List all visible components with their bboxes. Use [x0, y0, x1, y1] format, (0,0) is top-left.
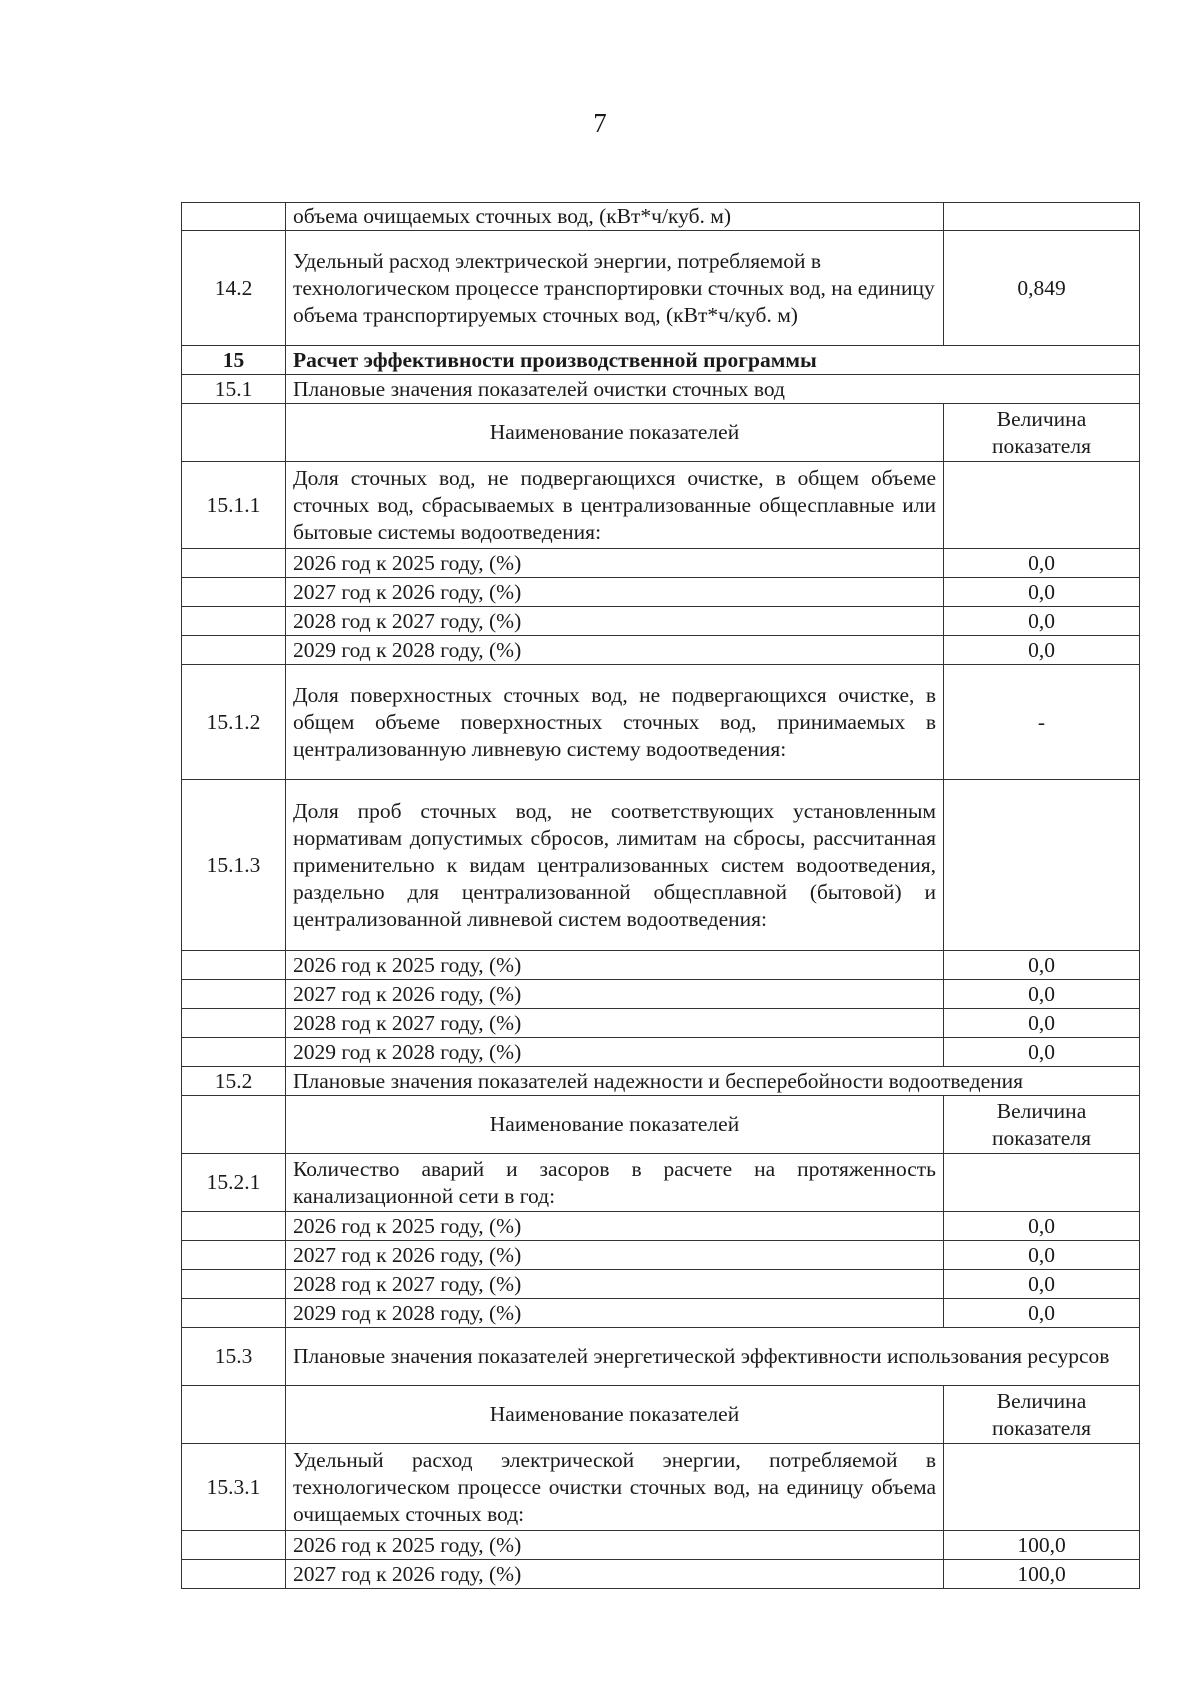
- row-value: 0,0: [944, 1299, 1140, 1328]
- subsection-title: Плановые значения показателей энергетической эффективности использования ресурсов: [286, 1328, 1140, 1386]
- row-value: 0,0: [944, 578, 1140, 607]
- table-row: [182, 607, 1140, 636]
- table-row: [182, 951, 1140, 980]
- column-header-value: Величина показателя: [944, 1386, 1140, 1444]
- row-value: 0,0: [944, 951, 1140, 980]
- row-value: 0,0: [944, 1270, 1140, 1299]
- row-name: Доля поверхностных сточных вод, не подвергающихся очистке, в общем объеме поверхностных сточных вод, принимаемых в централизованную ливневую систему водоотведения:: [286, 665, 944, 780]
- row-value: 0,0: [944, 607, 1140, 636]
- column-header-value: Величина показателя: [944, 1096, 1140, 1154]
- row-number: [182, 607, 286, 636]
- section-title: Расчет эффективности производственной программы: [286, 346, 1140, 375]
- column-header-row: [182, 1096, 1140, 1154]
- row-number: [182, 1560, 286, 1589]
- row-name: 2027 год к 2026 году, (%): [286, 1560, 944, 1589]
- row-number: [182, 1009, 286, 1038]
- row-value: -: [944, 665, 1140, 780]
- row-value: 0,0: [944, 549, 1140, 578]
- row-name: 2028 год к 2027 году, (%): [286, 1009, 944, 1038]
- row-number: 15.2.1: [182, 1154, 286, 1212]
- table-row: [182, 780, 1140, 951]
- row-value: 0,0: [944, 1241, 1140, 1270]
- table-row: [182, 1531, 1140, 1560]
- subsection-number: 15.3: [182, 1328, 286, 1386]
- row-name: Удельный расход электрической энергии, потребляемой в технологическом процессе очистки сточных вод, на единицу объема очищаемых сточных вод:: [286, 1444, 944, 1531]
- row-name: 2026 год к 2025 году, (%): [286, 1212, 944, 1241]
- subsection-title: Плановые значения показателей надежности и бесперебойности водоотведения: [286, 1067, 1140, 1096]
- row-value: 0,0: [944, 980, 1140, 1009]
- row-number: [182, 1299, 286, 1328]
- section-number: 15: [182, 346, 286, 375]
- row-value: [944, 1154, 1140, 1212]
- row-name: 2028 год к 2027 году, (%): [286, 607, 944, 636]
- row-number: [182, 404, 286, 462]
- row-name: 2026 год к 2025 году, (%): [286, 951, 944, 980]
- row-value: [944, 780, 1140, 951]
- row-number: [182, 1386, 286, 1444]
- row-value: [944, 462, 1140, 549]
- table-row: [182, 1038, 1140, 1067]
- table-row: [182, 1444, 1140, 1531]
- column-header-name: Наименование показателей: [286, 1386, 944, 1444]
- table-row: [182, 1009, 1140, 1038]
- table-row: [182, 578, 1140, 607]
- row-name: 2026 год к 2025 году, (%): [286, 549, 944, 578]
- table-row: [182, 1299, 1140, 1328]
- table-row: [182, 980, 1140, 1009]
- table-row: [182, 203, 1140, 231]
- row-value: 0,0: [944, 636, 1140, 665]
- row-name: Доля проб сточных вод, не соответствующих установленным нормативам допустимых сбросов, лимитам на сбросы, рассчитанная применительно к видам централизованных систем водоотведения, раздельно для централизованной общесплавной (бытовой) и централизованной ливневой систем водоотведения:: [286, 780, 944, 951]
- table-row: [182, 1560, 1140, 1589]
- subsection-title: Плановые значения показателей очистки сточных вод: [286, 375, 1140, 404]
- indicators-table: [181, 202, 1140, 1589]
- row-name: 2026 год к 2025 году, (%): [286, 1531, 944, 1560]
- table-row: [182, 1241, 1140, 1270]
- row-name: Доля сточных вод, не подвергающихся очистке, в общем объеме сточных вод, сбрасываемых в централизованные общесплавные или бытовые системы водоотведения:: [286, 462, 944, 549]
- table-row: [182, 462, 1140, 549]
- row-name: 2029 год к 2028 году, (%): [286, 1299, 944, 1328]
- row-number: [182, 549, 286, 578]
- table-row: [182, 636, 1140, 665]
- row-number: [182, 203, 286, 231]
- subsection-number: 15.2: [182, 1067, 286, 1096]
- row-number: [182, 1038, 286, 1067]
- subsection-row: [182, 375, 1140, 404]
- row-value: 100,0: [944, 1531, 1140, 1560]
- row-number: 15.1.1: [182, 462, 286, 549]
- subsection-number: 15.1: [182, 375, 286, 404]
- row-value: 0,0: [944, 1212, 1140, 1241]
- row-number: [182, 1212, 286, 1241]
- row-number: 15.1.3: [182, 780, 286, 951]
- column-header-row: [182, 1386, 1140, 1444]
- row-number: 15.3.1: [182, 1444, 286, 1531]
- row-value: [944, 1444, 1140, 1531]
- row-name: 2029 год к 2028 году, (%): [286, 1038, 944, 1067]
- row-number: [182, 1241, 286, 1270]
- row-name: 2027 год к 2026 году, (%): [286, 1241, 944, 1270]
- page-number: 7: [593, 108, 607, 138]
- row-name: Удельный расход электрической энергии, потребляемой в технологическом процессе транспортировки сточных вод, на единицу объема транспортируемых сточных вод, (кВт*ч/куб. м): [286, 231, 944, 346]
- subsection-row: [182, 1328, 1140, 1386]
- table-row: [182, 1270, 1140, 1299]
- row-number: [182, 1270, 286, 1299]
- row-name: 2027 год к 2026 году, (%): [286, 980, 944, 1009]
- row-value: 0,849: [944, 231, 1140, 346]
- row-number: [182, 636, 286, 665]
- row-number: [182, 578, 286, 607]
- table-row: [182, 1154, 1140, 1212]
- row-value: 0,0: [944, 1038, 1140, 1067]
- table-row: [182, 1212, 1140, 1241]
- row-number: [182, 1531, 286, 1560]
- row-number: 14.2: [182, 231, 286, 346]
- table-row: [182, 549, 1140, 578]
- subsection-row: [182, 1067, 1140, 1096]
- column-header-name: Наименование показателей: [286, 1096, 944, 1154]
- row-value: 0,0: [944, 1009, 1140, 1038]
- row-name: объема очищаемых сточных вод, (кВт*ч/куб. м): [286, 203, 944, 231]
- row-number: [182, 951, 286, 980]
- row-number: [182, 1096, 286, 1154]
- row-name: 2028 год к 2027 году, (%): [286, 1270, 944, 1299]
- column-header-name: Наименование показателей: [286, 404, 944, 462]
- section-row: [182, 346, 1140, 375]
- row-number: 15.1.2: [182, 665, 286, 780]
- row-name: 2027 год к 2026 году, (%): [286, 578, 944, 607]
- row-name: 2029 год к 2028 году, (%): [286, 636, 944, 665]
- table-row: [182, 231, 1140, 346]
- row-value: [944, 203, 1140, 231]
- row-number: [182, 980, 286, 1009]
- column-header-value: Величина показателя: [944, 404, 1140, 462]
- row-name: Количество аварий и засоров в расчете на протяженность канализационной сети в год:: [286, 1154, 944, 1212]
- column-header-row: [182, 404, 1140, 462]
- table-row: [182, 665, 1140, 780]
- row-value: 100,0: [944, 1560, 1140, 1589]
